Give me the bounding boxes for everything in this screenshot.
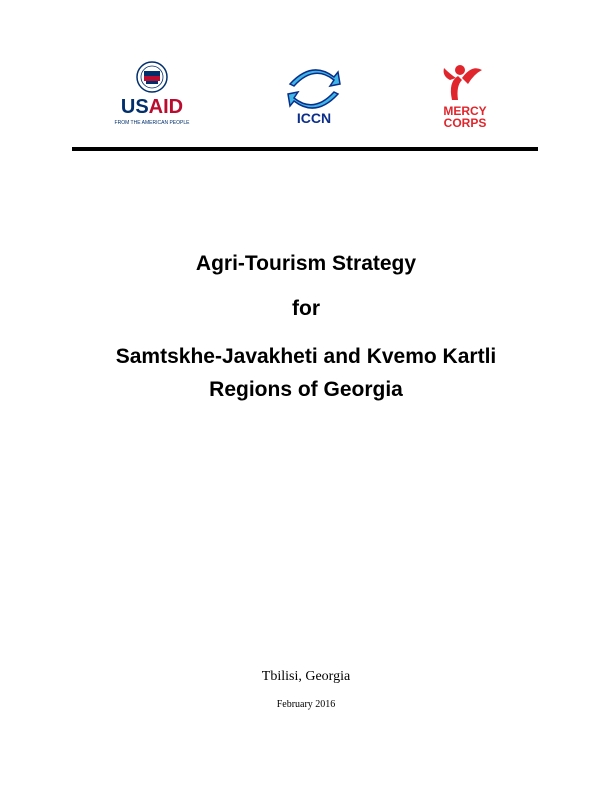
publication-date: February 2016 <box>276 699 336 710</box>
usaid-wordmark-us: USAID <box>120 96 184 118</box>
title-line-3: Samtskhe-Javakheti and Kvemo Kartli <box>115 345 497 368</box>
title-line-1: Agri-Tourism Strategy <box>195 252 417 275</box>
location: Tbilisi, Georgia <box>261 669 351 684</box>
svg-text:ICCN: ICCN <box>296 110 332 126</box>
svg-text:MERCY: MERCY <box>443 104 487 118</box>
logo-bar <box>0 60 612 140</box>
header-divider <box>72 147 538 151</box>
mercy-corps-logo <box>438 60 492 130</box>
iccn-logo <box>284 60 344 126</box>
usaid-tagline: FROM THE AMERICAN PEOPLE <box>114 120 190 126</box>
usaid-logo <box>112 60 192 130</box>
title-line-4: Regions of Georgia <box>209 378 403 401</box>
svg-text:CORPS: CORPS <box>443 116 487 130</box>
title-line-2: for <box>292 297 320 320</box>
